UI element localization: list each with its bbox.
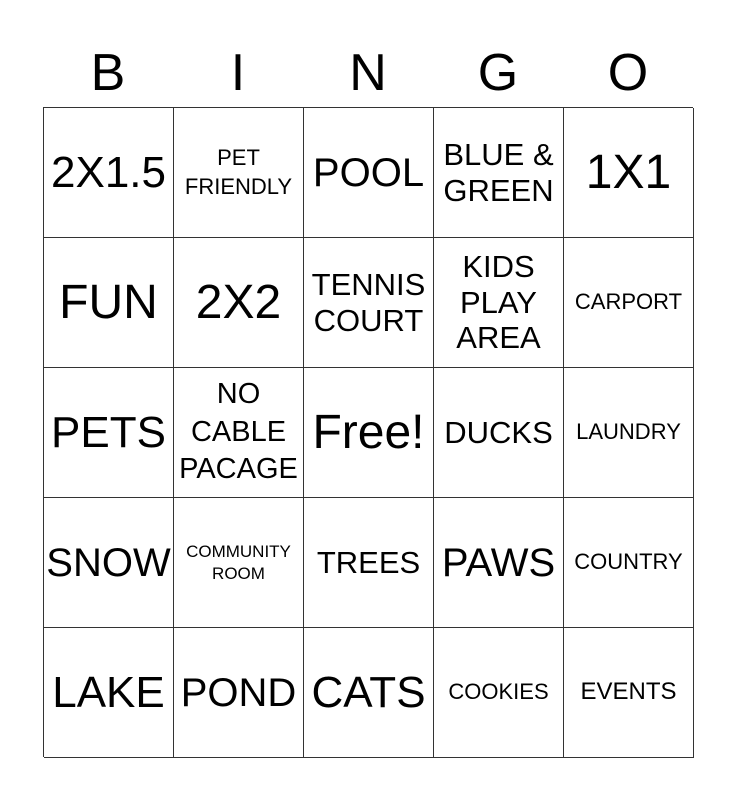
bingo-cell: COMMUNITY ROOM	[174, 498, 304, 628]
header-letter-g: G	[477, 44, 519, 102]
header-letter-b: B	[90, 44, 126, 102]
bingo-cell: POND	[174, 628, 304, 758]
header-letter-i: I	[230, 44, 246, 102]
header-letter-n: N	[349, 44, 387, 102]
bingo-cell: LAUNDRY	[564, 368, 694, 498]
bingo-cell: BLUE & GREEN	[434, 108, 564, 238]
bingo-cell: 2X1.5	[44, 108, 174, 238]
bingo-cell: LAKE	[44, 628, 174, 758]
free-space: Free!	[304, 368, 434, 498]
bingo-cell: CATS	[304, 628, 434, 758]
header-letter-o: O	[607, 44, 649, 102]
bingo-cell: PETS	[44, 368, 174, 498]
bingo-cell: KIDS PLAY AREA	[434, 238, 564, 368]
bingo-cell: FUN	[44, 238, 174, 368]
bingo-cell: 1X1	[564, 108, 694, 238]
bingo-cell: COUNTRY	[564, 498, 694, 628]
bingo-cell: PAWS	[434, 498, 564, 628]
bingo-cell: DUCKS	[434, 368, 564, 498]
bingo-board	[43, 107, 693, 757]
bingo-cell: PET FRIENDLY	[174, 108, 304, 238]
bingo-cell: CARPORT	[564, 238, 694, 368]
bingo-cell: SNOW	[44, 498, 174, 628]
bingo-cell: COOKIES	[434, 628, 564, 758]
bingo-header	[43, 38, 693, 108]
bingo-cell: EVENTS	[564, 628, 694, 758]
bingo-cell: NO CABLE PACAGE	[174, 368, 304, 498]
bingo-cell: POOL	[304, 108, 434, 238]
bingo-cell: 2X2	[174, 238, 304, 368]
bingo-cell: TREES	[304, 498, 434, 628]
bingo-cell: TENNIS COURT	[304, 238, 434, 368]
